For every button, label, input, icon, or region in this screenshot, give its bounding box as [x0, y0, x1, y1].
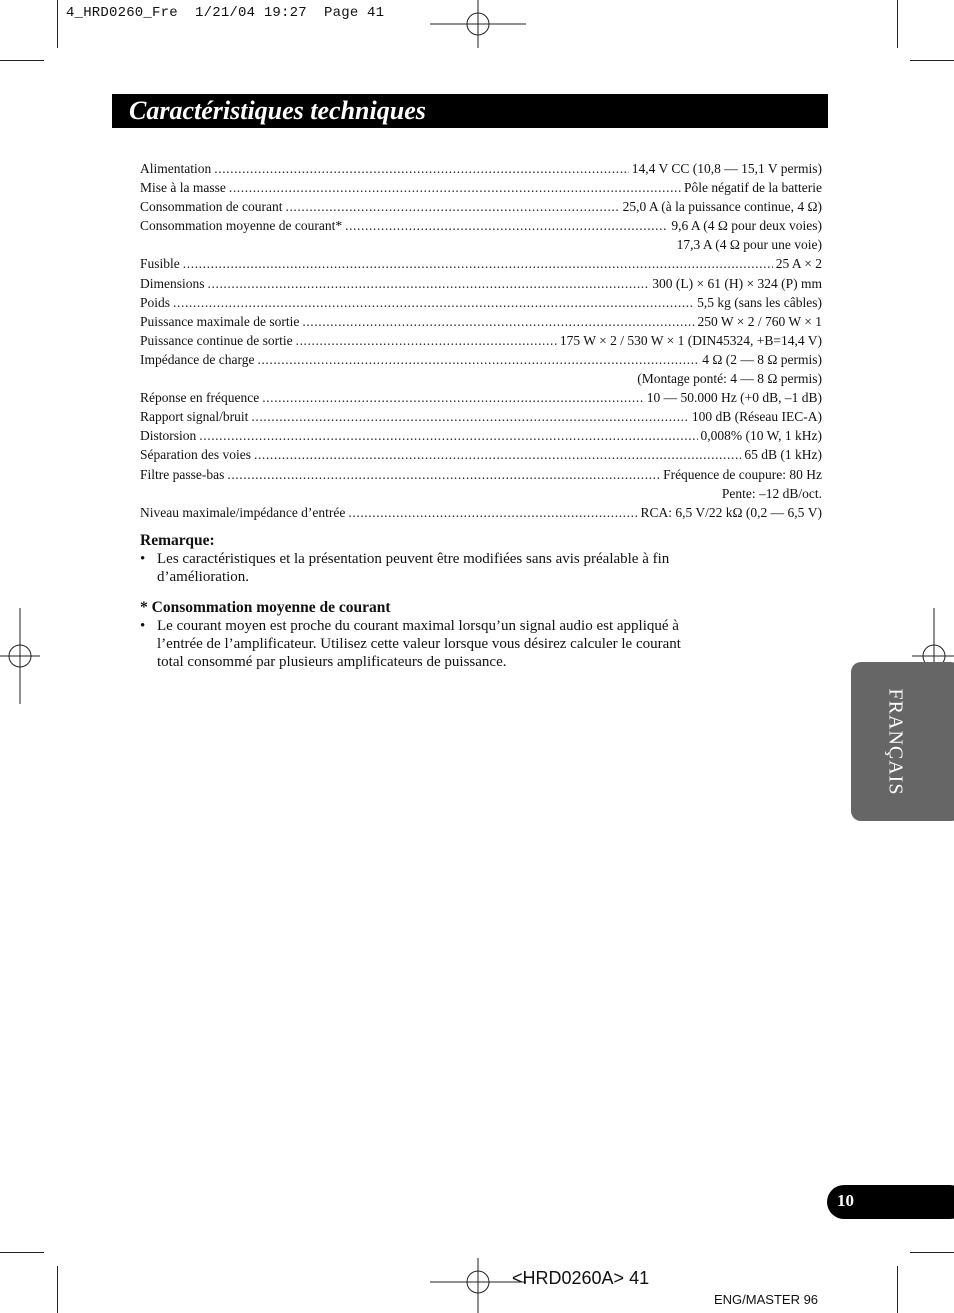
spec-row [140, 312, 822, 331]
spec-label: Séparation des voies [140, 447, 251, 463]
spec-value: 10 — 50.000 Hz (+0 dB, –1 dB) [646, 390, 822, 406]
remarque-heading: Remarque: [140, 532, 215, 549]
dot-leader [296, 331, 557, 350]
spec-value: Fréquence de coupure: 80 Hz [663, 466, 822, 482]
dot-leader [257, 350, 699, 369]
spec-value: 9,6 A (4 Ω pour deux voies) [671, 218, 822, 234]
spec-label: Poids [140, 294, 171, 310]
dot-leader [285, 197, 619, 216]
remarque-item [140, 550, 700, 586]
spec-label: Distorsion [140, 428, 197, 444]
spec-value: 25,0 A (à la puissance continue, 4 Ω) [622, 199, 822, 215]
spec-value-continuation: (Montage ponté: 4 — 8 Ω permis) [637, 371, 822, 387]
spec-value-continuation: 17,3 A (4 Ω pour une voie) [676, 237, 822, 253]
spec-label: Filtre passe-bas [140, 466, 225, 482]
spec-row [140, 197, 822, 216]
spec-value: RCA: 6,5 V/22 kΩ (0,2 — 6,5 V) [640, 504, 822, 520]
spec-label: Puissance maximale de sortie [140, 313, 300, 329]
spec-label: Alimentation [140, 161, 212, 176]
footer-code: <HRD0260A> 41 [512, 1268, 650, 1288]
consommation-text: Le courant moyen est proche du courant maximal lorsqu’un signal audio est appliqué à l’entrée de l’amplificateur. Utilisez cette valeur lorsque vous désirez calculer le courant total consommé par plusieurs amplificateurs de puissance. [157, 618, 681, 670]
spec-label: Puissance continue de sortie [140, 332, 293, 348]
bullet-icon: • [140, 551, 146, 567]
spec-label: Niveau maximale/impédance d’entrée [140, 504, 346, 520]
crop-mark [0, 60, 44, 61]
spec-row [140, 445, 822, 464]
crop-mark [57, 0, 58, 48]
language-tab [851, 662, 954, 821]
spec-value: 0,008% (10 W, 1 kHz) [700, 428, 822, 444]
spec-value: 175 W × 2 / 530 W × 1 (DIN45324, +B=14,4 V) [559, 332, 822, 348]
spec-row [140, 274, 822, 293]
spec-value: 100 dB (Réseau IEC-A) [691, 409, 822, 425]
dot-leader [214, 159, 628, 178]
spec-label: Fusible [140, 256, 180, 272]
spec-row [140, 216, 822, 235]
spec-row [140, 178, 822, 197]
notes-section [140, 532, 700, 671]
spec-row [140, 350, 822, 369]
consommation-heading: * Consommation moyenne de courant [140, 599, 391, 616]
crop-mark [57, 1266, 58, 1313]
crop-mark [897, 0, 898, 48]
spec-label: Dimensions [140, 275, 205, 291]
spec-value: 25 A × 2 [775, 256, 822, 272]
crop-mark [910, 1252, 954, 1253]
spec-row [140, 159, 822, 178]
spec-label: Rapport signal/bruit [140, 409, 249, 425]
specifications-list [140, 159, 822, 522]
footer-master: ENG/MASTER 96 [714, 1292, 819, 1307]
spec-row [140, 388, 822, 407]
crop-mark [910, 60, 954, 61]
spec-row [140, 331, 822, 350]
dot-leader [183, 254, 773, 273]
dot-leader [251, 407, 689, 426]
page-title: Caractéristiques techniques [129, 96, 426, 125]
dot-leader [208, 274, 650, 293]
dot-leader [173, 293, 694, 312]
spec-row [140, 465, 822, 484]
spec-value: Pôle négatif de la batterie [684, 180, 822, 196]
crop-mark [0, 1252, 44, 1253]
spec-label: Consommation de courant [140, 199, 283, 215]
spec-value: 65 dB (1 kHz) [744, 447, 822, 463]
dot-leader [262, 388, 644, 407]
page-number: 10 [837, 1191, 854, 1210]
spec-value: 4 Ω (2 — 8 Ω permis) [702, 351, 822, 367]
spec-value: 5,5 kg (sans les câbles) [697, 294, 822, 310]
spec-row [140, 503, 822, 522]
dot-leader [229, 178, 681, 197]
spec-label: Réponse en fréquence [140, 390, 260, 406]
spec-value: 14,4 V CC (10,8 — 15,1 V permis) [631, 161, 822, 176]
registration-mark-icon [430, 0, 526, 48]
dot-leader [348, 503, 637, 522]
spec-label: Impédance de charge [140, 351, 255, 367]
spec-row [140, 293, 822, 312]
crop-mark [897, 1266, 898, 1313]
language-tab-label: FRANÇAIS [884, 688, 907, 796]
spec-value: 300 (L) × 61 (H) × 324 (P) mm [652, 275, 822, 291]
consommation-item [140, 617, 700, 671]
spec-row [140, 407, 822, 426]
registration-mark-icon [0, 608, 40, 704]
spec-value-continuation: Pente: –12 dB/oct. [721, 485, 822, 501]
dot-leader [302, 312, 694, 331]
remarque-text: Les caractéristiques et la présentation peuvent être modifiées sans avis préalable à fin d’amélioration. [157, 551, 670, 585]
bullet-icon: • [140, 618, 146, 634]
page-number-badge [827, 1185, 954, 1219]
spec-row [140, 426, 822, 445]
dot-leader [254, 445, 741, 464]
title-bar [112, 94, 828, 128]
spec-label: Mise à la masse [140, 180, 226, 196]
spec-row [140, 254, 822, 273]
spec-label: Consommation moyenne de courant* [140, 218, 343, 234]
print-header: 4_HRD0260_Fre 1/21/04 19:27 Page 41 [66, 5, 385, 21]
dot-leader [345, 216, 668, 235]
dot-leader [227, 465, 660, 484]
dot-leader [199, 426, 697, 445]
spec-value: 250 W × 2 / 760 W × 1 [697, 313, 822, 329]
